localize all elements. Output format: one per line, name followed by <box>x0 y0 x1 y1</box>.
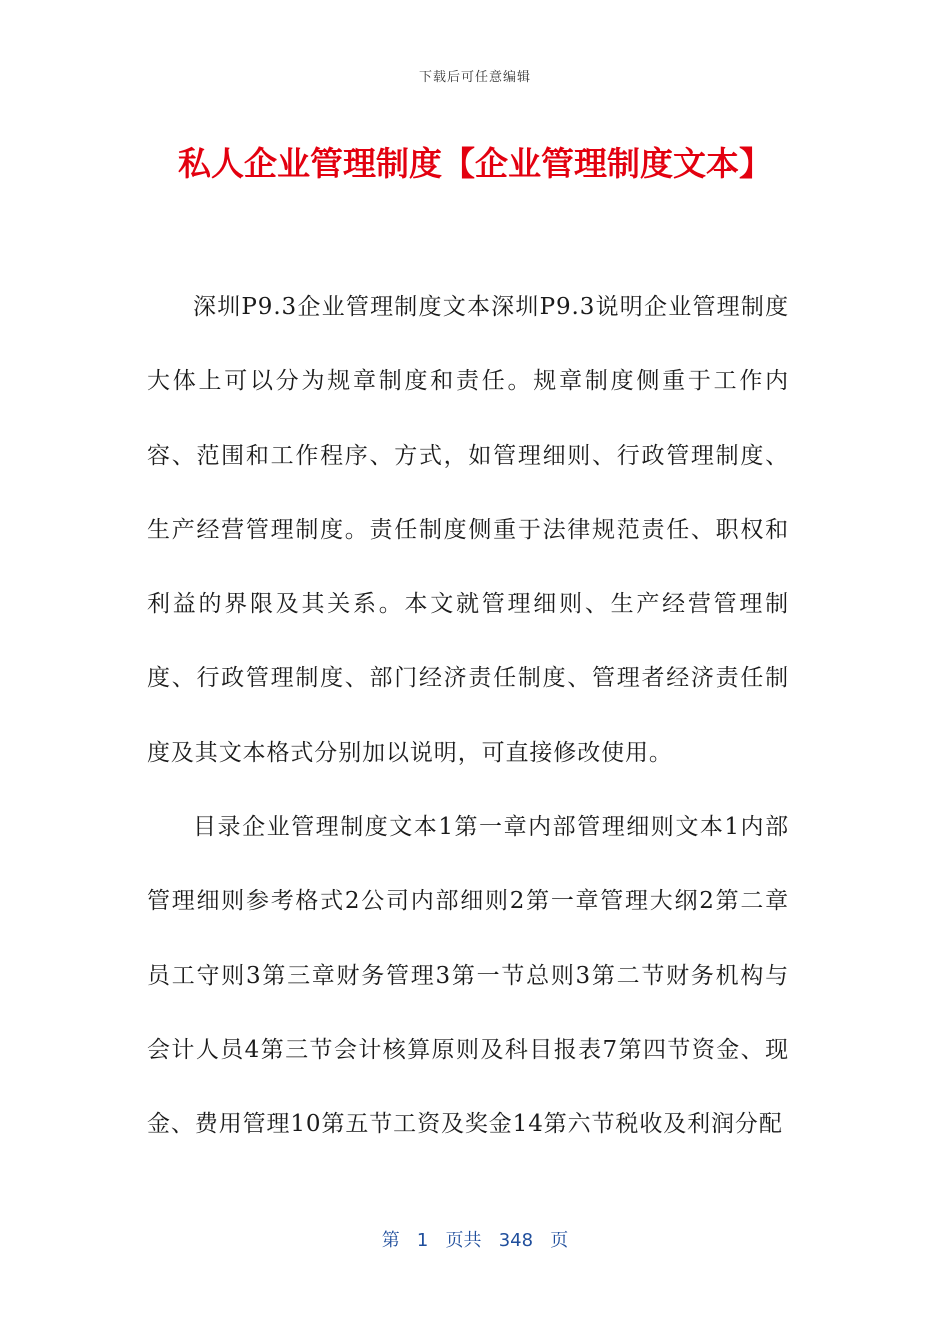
header-note: 下载后可任意编辑 <box>418 70 531 85</box>
footer-current-page: 1 <box>416 1230 429 1251</box>
footer-total-pages: 348 <box>498 1230 534 1251</box>
footer-middle: 页共 <box>445 1230 482 1251</box>
paragraph-intro: 深圳P9.3企业管理制度文本深圳P9.3说明企业管理制度大体上可以分为规章制度和责任。规章制度侧重于工作内容、范围和工作程序、方式，如管理细则、行政管理制度、生产经营管理制度。责任制度侧重于法律规范责任、职权和利益的界限及其关系。本文就管理细则、生产经营管理制度、行政管理制度、部门经济责任制度、管理者经济责任制度及其文本格式分别加以说明，可直接修改使用。 <box>147 294 789 766</box>
paragraph-contents: 目录企业管理制度文本1第一章内部管理细则文本1内部管理细则参考格式2公司内部细则2第一章管理大纲2第二章员工守则3第三章财务管理3第一节总则3第二节财务机构与会计人员4第三节会计核算原则及科目报表7第四节资金、现金、费用管理10第五节工资及奖金14第六节税收及利润分配 <box>147 814 789 1138</box>
page-footer <box>0 1226 950 1252</box>
footer-suffix: 页 <box>550 1230 569 1251</box>
document-body <box>147 270 789 1162</box>
document-title: 私人企业管理制度【企业管理制度文本】 <box>178 144 772 183</box>
footer-prefix: 第 <box>381 1230 400 1251</box>
